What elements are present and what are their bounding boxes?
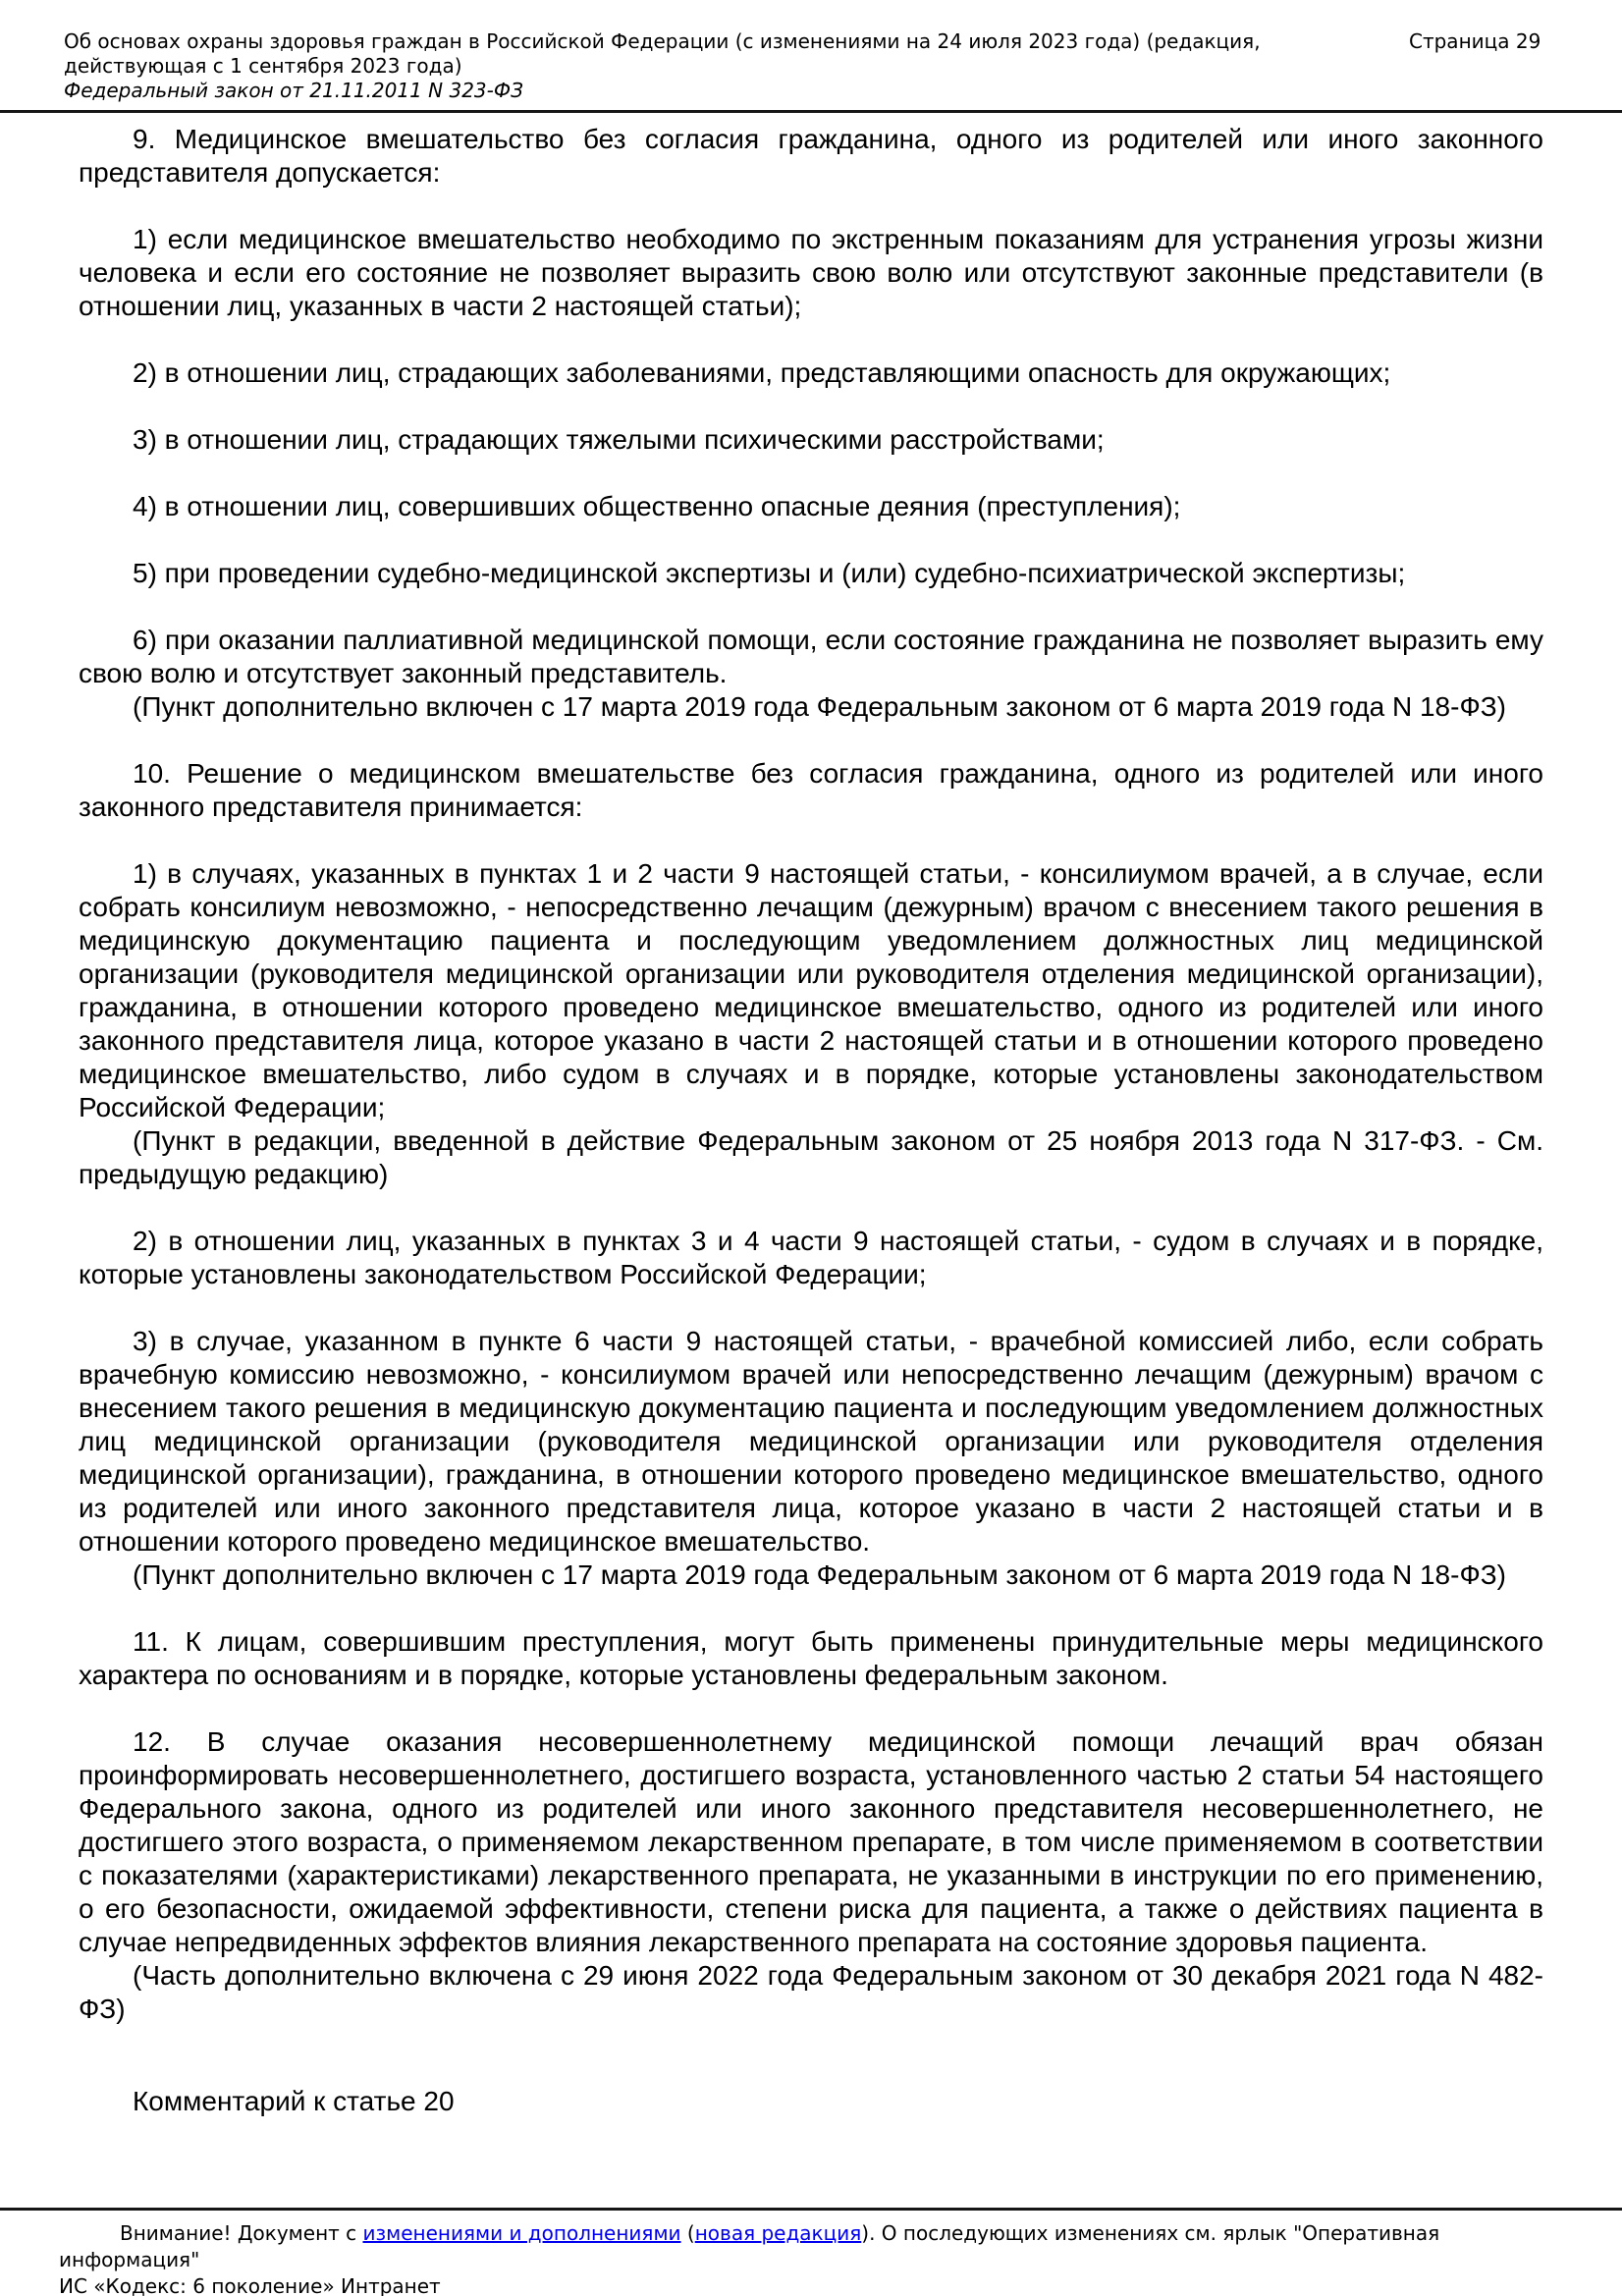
paragraph-item-3-part-10 bbox=[79, 1325, 1543, 1592]
changes-and-additions-link[interactable]: изменениями и дополнениями bbox=[362, 2221, 681, 2245]
paragraph-amendment-note: (Пункт дополнительно включен с 17 марта 2019 года Федеральным законом от 6 марта 2019 года N 18-ФЗ) bbox=[133, 1559, 1506, 1590]
paragraph-amendment-note: (Пункт в редакции, введенной в действие Федеральным законом от 25 ноября 2013 года N 317-ФЗ. - См. предыдущую редакцию) bbox=[79, 1125, 1543, 1189]
paragraph-text: 1) если медицинское вмешательство необходимо по экстренным показаниям для устранения угрозы жизни человека и если его состояние не позволяет выразить свою волю или отсутствуют законные представители (в отношении лиц, указанных в части 2 настоящей статьи); bbox=[79, 224, 1543, 321]
paragraph-item-1-part-9 bbox=[79, 223, 1543, 323]
page-number-label: Страница 29 bbox=[1409, 29, 1541, 53]
paragraph-item-6-part-9 bbox=[79, 624, 1543, 724]
paragraph-text: 2) в отношении лиц, указанных в пунктах 3 и 4 части 9 настоящей статьи, - судом в случаях и в порядке, которые установлены законодательством Российской Федерации; bbox=[79, 1226, 1543, 1289]
paragraph-part-11 bbox=[79, 1625, 1543, 1692]
paragraph-item-4-part-9 bbox=[79, 490, 1543, 523]
paragraph-text: 10. Решение о медицинском вмешательстве без согласия гражданина, одного из родителей или иного законного представителя принимается: bbox=[79, 758, 1543, 822]
paragraph-text: 3) в отношении лиц, страдающих тяжелыми психическими расстройствами; bbox=[133, 424, 1105, 455]
paragraph-part-12 bbox=[79, 1725, 1543, 2026]
page-header bbox=[0, 0, 1622, 103]
footer-source-label: ИС «Кодекс: 6 поколение» Интранет bbox=[59, 2274, 441, 2296]
document-law-reference: Федеральный закон от 21.11.2011 N 323-ФЗ bbox=[64, 79, 523, 102]
document-title: Об основах охраны здоровья граждан в Российской Федерации (с изменениями на 24 июля 2023 года) (редакция, действующая с 1 сентября 2023 года) bbox=[64, 29, 1261, 78]
paragraph-text: 2) в отношении лиц, страдающих заболеваниями, представляющими опасность для окружающих; bbox=[133, 357, 1391, 388]
footer-warning-suffix: ). О последующих изменениях см. ярлык "Оперативная информация" bbox=[59, 2221, 1440, 2271]
paragraph-text: 1) в случаях, указанных в пунктах 1 и 2 части 9 настоящей статьи, - консилиумом врачей, а в случае, если собрать консилиум невозможно, - непосредственно лечащим (дежурным) врачом с внесением такого решения в медицинскую документацию пациента и последующим уведомлением должностных лиц медицинской организации (руководителя медицинской организации или руководителя отделения медицинской организации), гражданина, в отношении которого проведено медицинское вмешательство, одного из родителей или иного законного представителя лица, которое указано в части 2 настоящей статьи и в отношении которого проведено медицинское вмешательство, либо судом в случаях и в порядке, которые установлены законодательством Российской Федерации; bbox=[79, 858, 1543, 1122]
paragraph-text: 4) в отношении лиц, совершивших общественно опасные деяния (преступления); bbox=[133, 491, 1181, 521]
document-body bbox=[0, 123, 1622, 2118]
paragraph-item-5-part-9 bbox=[79, 557, 1543, 590]
new-edition-link[interactable]: новая редакция bbox=[694, 2221, 862, 2245]
paragraph-item-2-part-10 bbox=[79, 1225, 1543, 1291]
paragraph-item-3-part-9 bbox=[79, 423, 1543, 457]
paragraph-amendment-note: (Часть дополнительно включена с 29 июня 2022 года Федеральным законом от 30 декабря 2021 года N 482-ФЗ) bbox=[79, 1960, 1543, 2024]
paragraph-amendment-note: (Пункт дополнительно включен с 17 марта 2019 года Федеральным законом от 6 марта 2019 года N 18-ФЗ) bbox=[133, 691, 1506, 722]
paragraph-text: 5) при проведении судебно-медицинской экспертизы и (или) судебно-психиатрической экспертизы; bbox=[133, 558, 1406, 588]
paragraph-text: 3) в случае, указанном в пункте 6 части 9 настоящей статьи, - врачебной комиссией либо, если собрать врачебную комиссию невозможно, - консилиумом врачей или непосредственно лечащим (дежурным) врачом с внесением такого решения в медицинскую документацию пациента и последующим уведомлением должностных лиц медицинской организации (руководителя медицинской организации или руководителя отделения медицинской организации), гражданина, в отношении которого проведено медицинское вмешательство, одного из родителей или иного законного представителя лица, которое указано в части 2 настоящей статьи и в отношении которого проведено медицинское вмешательство. bbox=[79, 1326, 1543, 1557]
paragraph-text: 6) при оказании паллиативной медицинской помощи, если состояние гражданина не позволяет выразить ему свою волю и отсутствует законный представитель. bbox=[79, 625, 1543, 688]
paragraph-item-1-part-10 bbox=[79, 857, 1543, 1191]
paragraph-text: Комментарий к статье 20 bbox=[133, 2086, 455, 2116]
paragraph-item-2-part-9 bbox=[79, 356, 1543, 390]
footer-warning bbox=[59, 2220, 1563, 2273]
footer-warning-prefix: Внимание! Документ с bbox=[120, 2221, 363, 2245]
paragraph-text: 11. К лицам, совершившим преступления, могут быть применены принудительные меры медицинского характера по основаниям и в порядке, которые установлены федеральным законом. bbox=[79, 1626, 1543, 1690]
header-title-block bbox=[64, 29, 1325, 103]
comment-to-article-20 bbox=[79, 2085, 1543, 2118]
paragraph-text: 9. Медицинское вмешательство без согласия гражданина, одного из родителей или иного законного представителя допускается: bbox=[79, 124, 1543, 188]
page-footer bbox=[0, 2208, 1622, 2296]
footer-warning-separator: ( bbox=[680, 2221, 695, 2245]
header-divider-line bbox=[0, 110, 1622, 113]
paragraph-part-9 bbox=[79, 123, 1543, 190]
paragraph-text: 12. В случае оказания несовершеннолетнему медицинской помощи лечащий врач обязан проинформировать несовершеннолетнего, достигшего возраста, установленного частью 2 статьи 54 настоящего Федерального закона, одного из родителей или иного законного представителя несовершеннолетнего, не достигшего этого возраста, о применяемом лекарственном препарате, в том числе применяемом в соответствии с показателями (характеристиками) лекарственного препарата, не указанными в инструкции по его применению, о его безопасности, ожидаемой эффективности, степени риска для пациента, а также о действиях пациента в случае непредвиденных эффектов влияния лекарственного препарата на состояние здоровья пациента. bbox=[79, 1726, 1543, 1957]
paragraph-part-10 bbox=[79, 757, 1543, 824]
